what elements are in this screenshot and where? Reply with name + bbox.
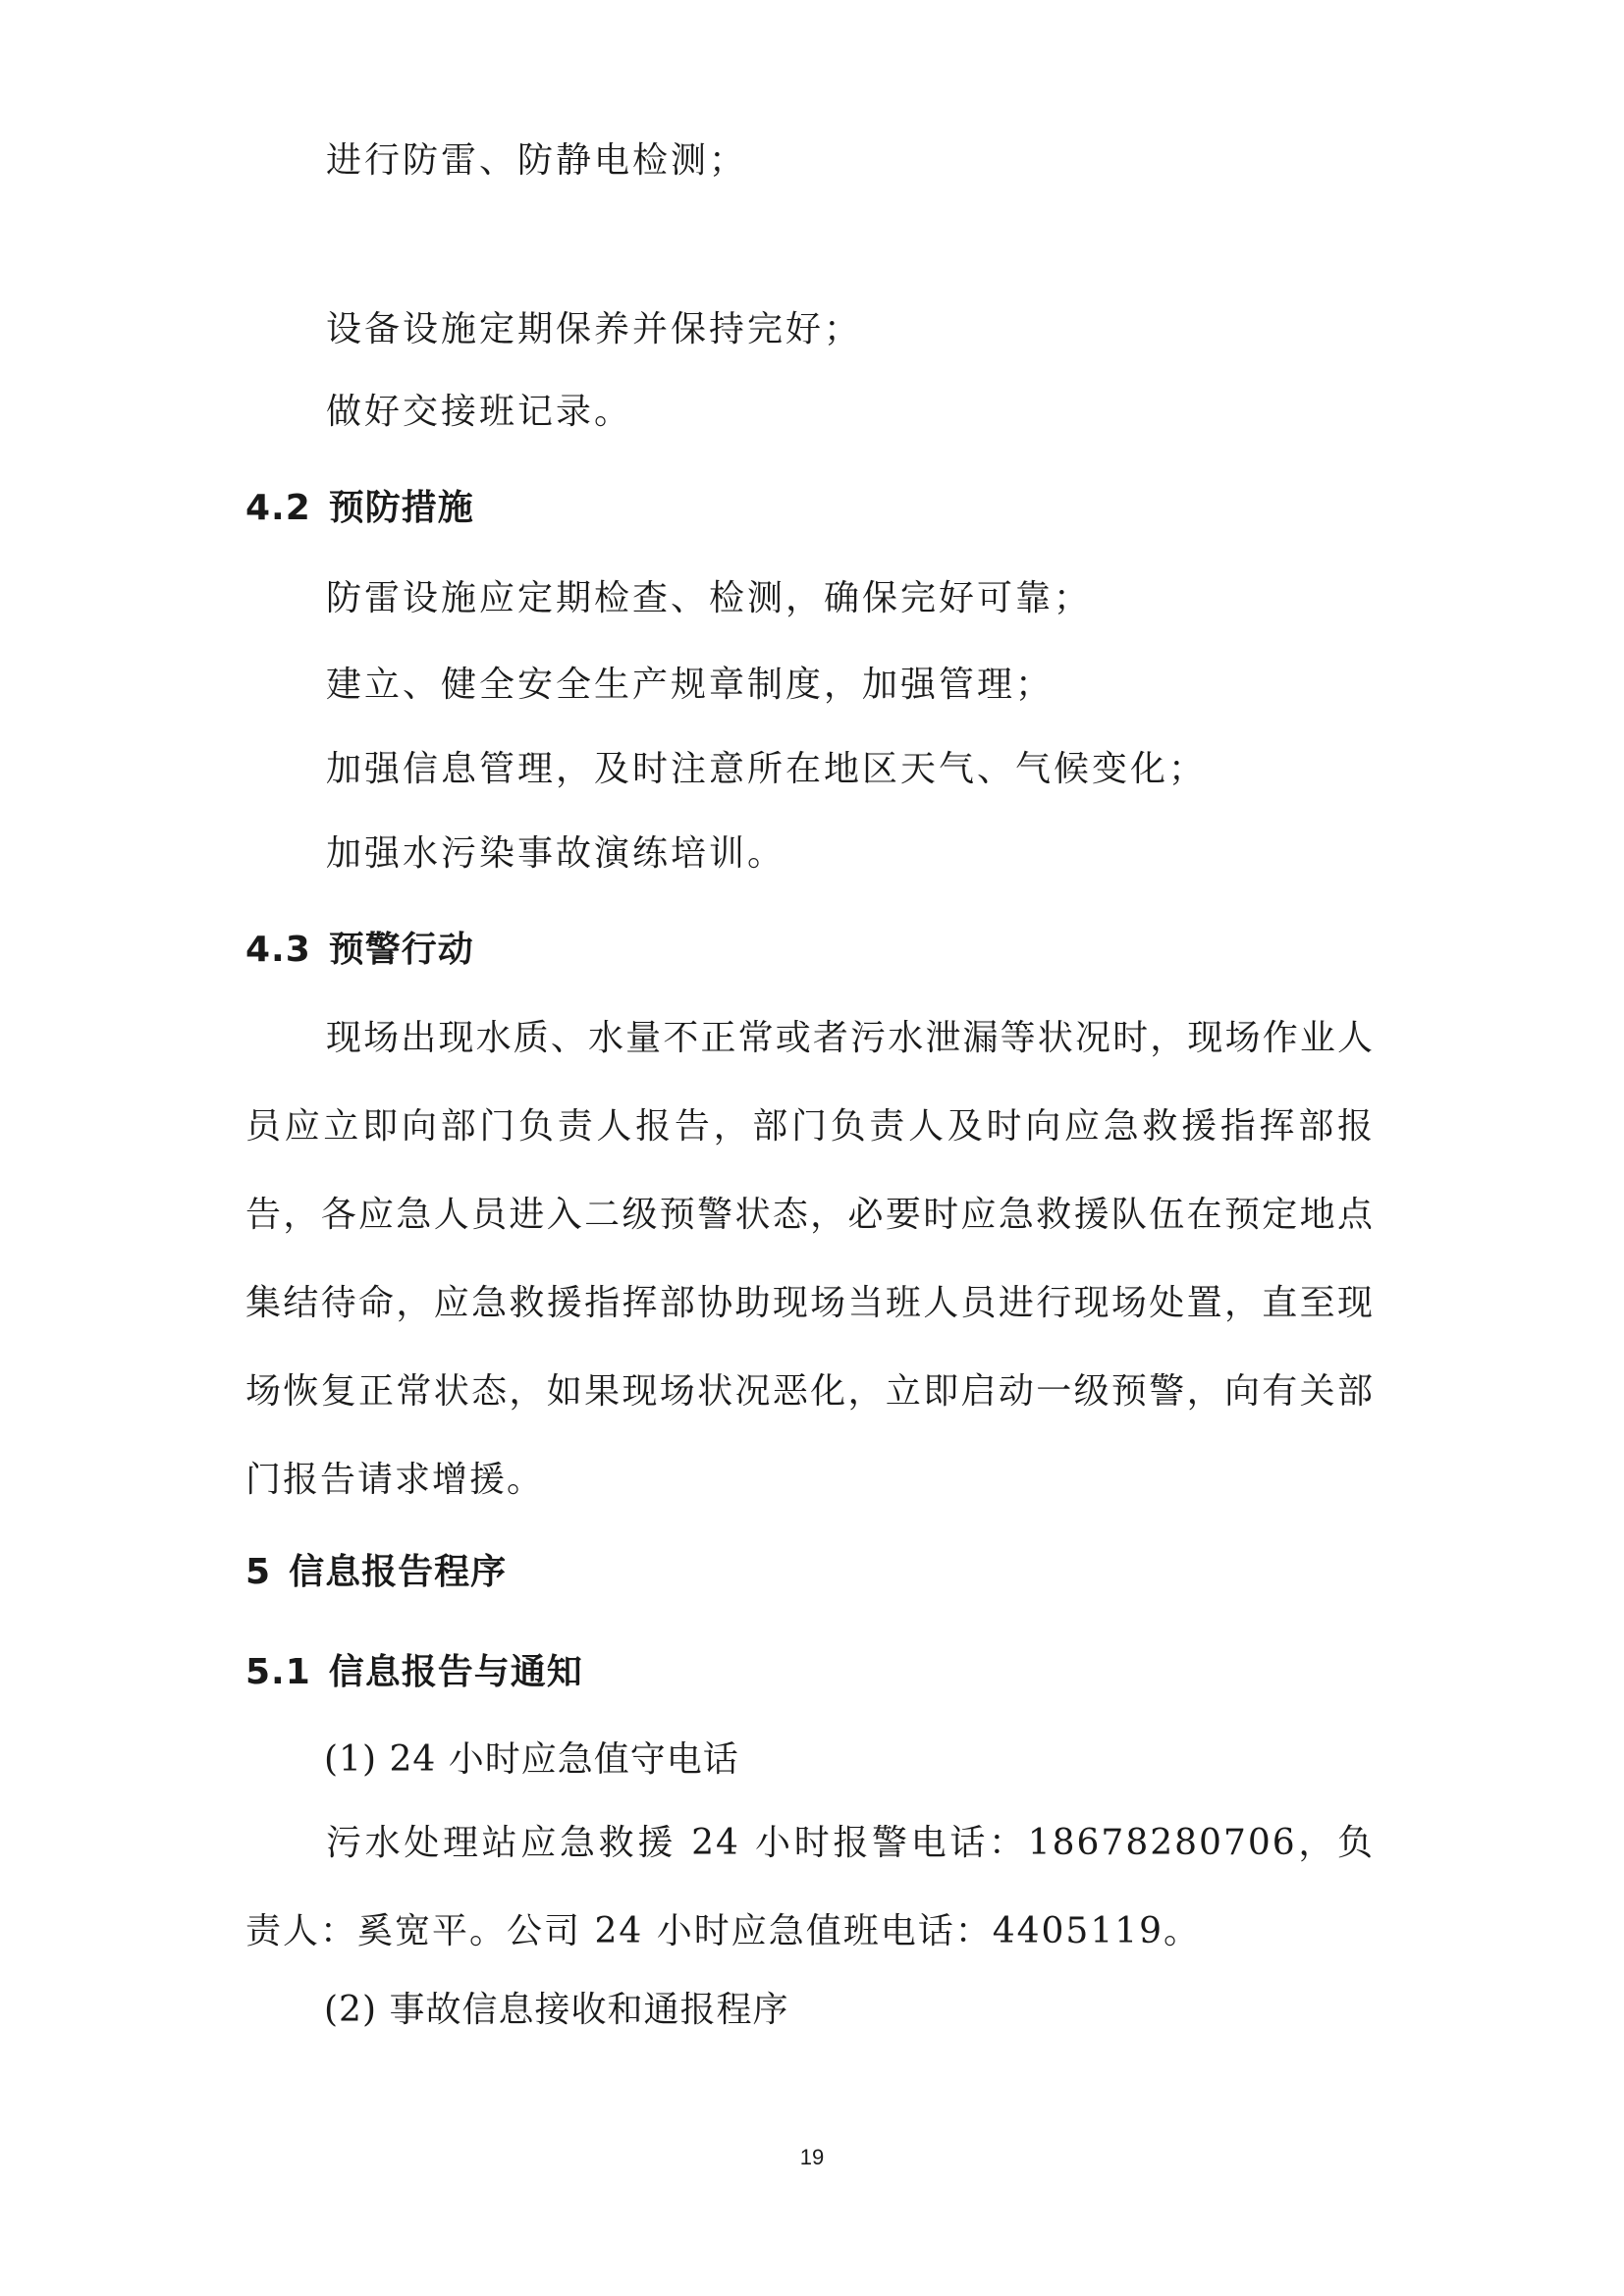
section-title: 预防措施 bbox=[328, 488, 474, 528]
section-number: 5 bbox=[245, 1552, 272, 1592]
page-number: 19 bbox=[799, 2145, 825, 2169]
list-item: (1) 24 小时应急值守电话 bbox=[324, 1739, 739, 1780]
section-title: 预警行动 bbox=[328, 930, 474, 970]
paragraph: 污水处理站应急救援 24 小时报警电话：18678280706，负责人：奚宽平。公司 24 小时应急值班电话：4405119。 bbox=[245, 1823, 1375, 1951]
list-item: 加强信息管理，及时注意所在地区天气、气候变化； bbox=[326, 749, 1208, 789]
section-title: 信息报告程序 bbox=[289, 1552, 508, 1592]
section-heading-5 bbox=[245, 1549, 507, 1596]
section-number: 4.2 bbox=[245, 488, 311, 528]
list-item: 建立、健全安全生产规章制度，加强管理； bbox=[326, 665, 1055, 705]
paragraph: 现场出现水质、水量不正常或者污水泄漏等状况时，现场作业人员应立即向部门负责人报告，部门负责人及时向应急救援指挥部报告，各应急人员进入二级预警状态，必要时应急救援队伍在预定地点集结待命，应急救援指挥部协助现场当班人员进行现场处置，直至现场恢复正常状态，如果现场状况恶化，立即启动一级预警，向有关部门报告请求增援。 bbox=[245, 1018, 1375, 1500]
section-heading-4-3 bbox=[245, 927, 474, 974]
section-heading-4-2 bbox=[245, 485, 474, 532]
list-item: 进行防雷、防静电检测； bbox=[326, 140, 748, 181]
section-number: 4.3 bbox=[245, 930, 311, 970]
section-heading-5-1 bbox=[245, 1649, 583, 1696]
section-number: 5.1 bbox=[245, 1652, 311, 1692]
list-item: 做好交接班记录。 bbox=[326, 392, 633, 432]
list-item: 设备设施定期保养并保持完好； bbox=[326, 309, 863, 349]
list-item: (2) 事故信息接收和通报程序 bbox=[324, 1990, 789, 2030]
section-title: 信息报告与通知 bbox=[328, 1652, 583, 1692]
list-item: 加强水污染事故演练培训。 bbox=[326, 833, 786, 874]
list-item: 防雷设施应定期检查、检测，确保完好可靠； bbox=[326, 578, 1093, 618]
